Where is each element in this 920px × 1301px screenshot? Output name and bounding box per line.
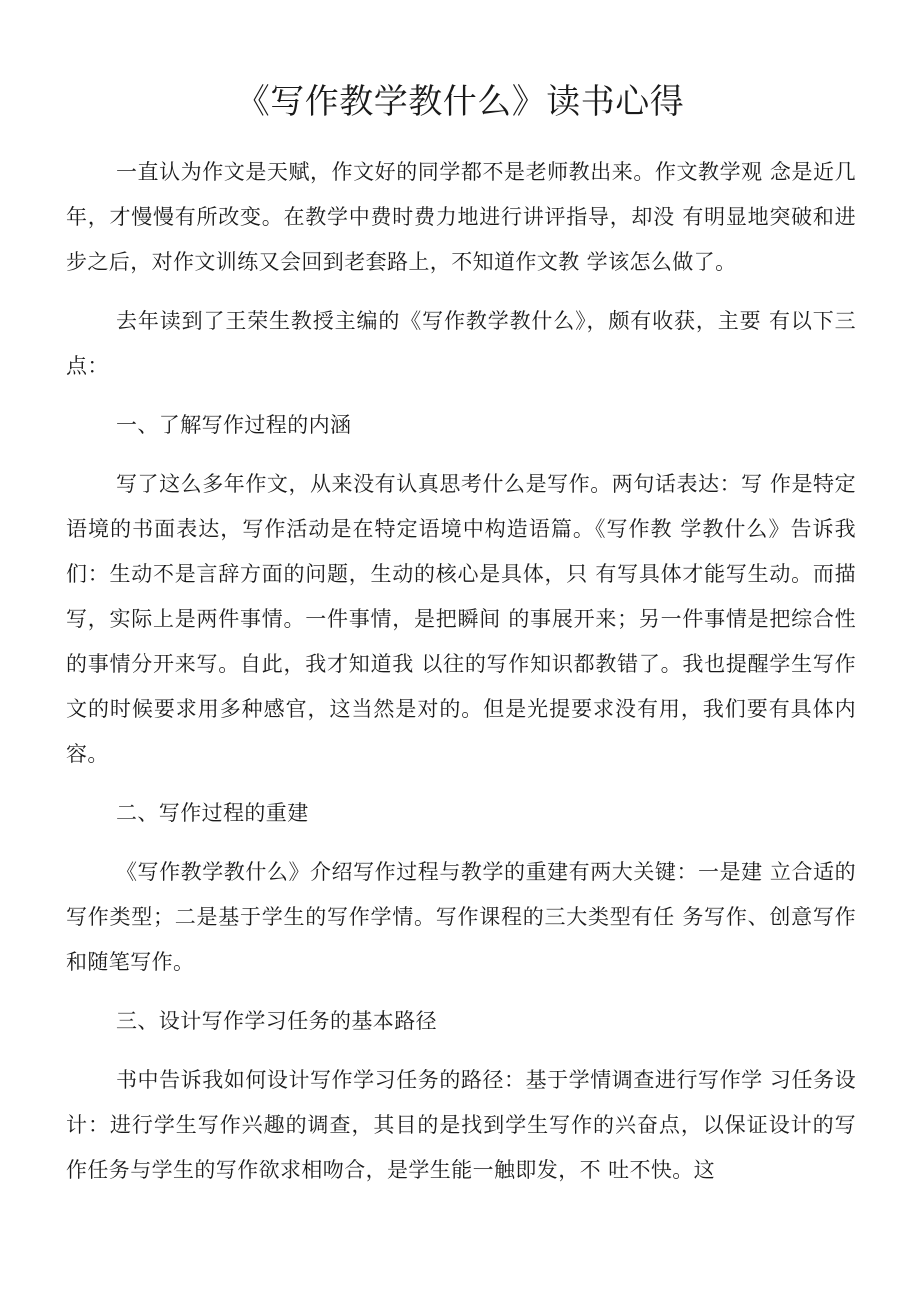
section-heading-1: 一、了解写作过程的内涵 — [116, 413, 352, 437]
section-text-2: 《写作教学教什么》介绍写作过程与教学的重建有两大关键：一是建 立合适的写作类型；二是基于学生的写作学情。写作课程的三大类型有任 务写作、创意写作和随笔写作。 — [66, 860, 856, 974]
section-text-3: 书中告诉我如何设计写作学习任务的路径：基于学情调查进行写作学 习任务设计：进行学生写作兴趣的调查，其目的是找到学生写作的兴奋点，以保证设计的写作任务与学生的写作欲求相吻合，是学生能一触即发，不 吐不快。这 — [66, 1068, 856, 1182]
document-body — [66, 150, 856, 1201]
document-title: 《写作教学教什么》读书心得 — [235, 82, 685, 122]
paragraph-book-summary: 去年读到了王荣生教授主编的《写作教学教什么》，颇有收获，主要 有以下三点： — [66, 309, 856, 378]
section-heading-2: 二、写作过程的重建 — [116, 801, 309, 825]
section-text-1: 写了这么多年作文，从来没有认真思考什么是写作。两句话表达：写 作是特定语境的书面表达，写作活动是在特定语境中构造语篇。《写作教 学教什么》告诉我们：生动不是言辞方面的问题，生动的核心是具体，只 有写具体才能写生动。而描写，实际上是两件事情。一件事情，是把瞬间 的事展开来；另一件事情是把综合性的事情分开来写。自此，我才知道我 以往的写作知识都教错了。我也提醒学生写作文的时候要求用多种感官，这当然是对的。但是光提要求没有用，我们要有具体内容。 — [66, 472, 856, 766]
section-heading-3: 三、设计写作学习任务的基本路径 — [116, 1009, 437, 1033]
paragraph-intro: 一直认为作文是天赋，作文好的同学都不是老师教出来。作文教学观 念是近几年，才慢慢有所改变。在教学中费时费力地进行讲评指导，却没 有明显地突破和进步之后，对作文训练又会回到老套路上，不知道作文教 学该怎么做了。 — [66, 160, 856, 274]
